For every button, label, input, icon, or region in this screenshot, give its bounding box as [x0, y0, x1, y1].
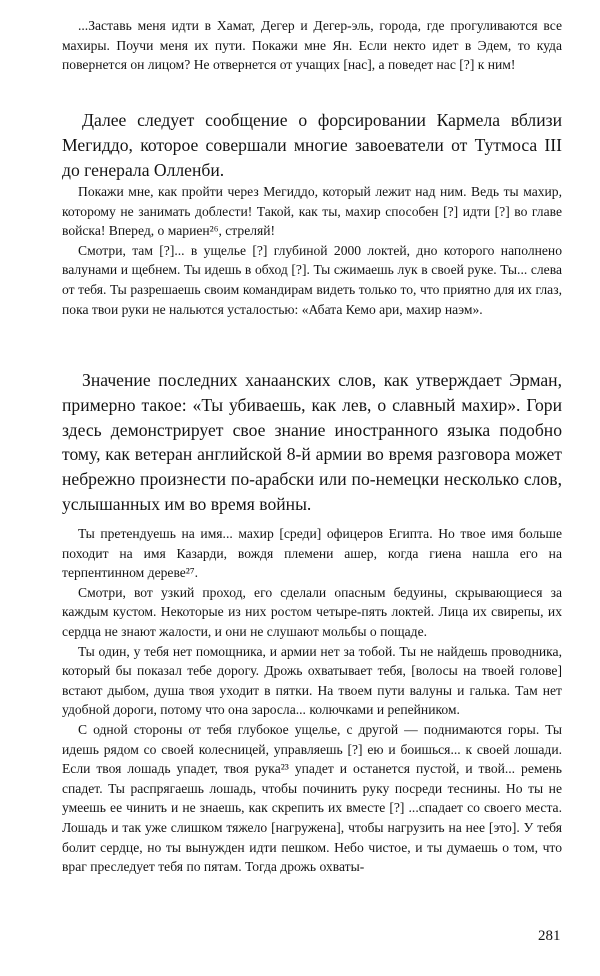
quote-block-bottom	[62, 524, 562, 877]
quote-paragraph: Покажи мне, как пройти через Мегиддо, который лежит над ним. Ведь ты махир, которому не занимать доблести! Такой, как ты, махир способен [?] идти [?] во главе войска! Вперед, о мариен²⁶, стреляй!	[62, 184, 562, 239]
quote-block-top	[62, 16, 562, 75]
quote-paragraph: Ты претендуешь на имя... махир [среди] офицеров Египта. Но твое имя больше походит на имя Казарди, вождя племени ашер, когда гиена нашла его на терпентинном дереве²⁷.	[62, 526, 562, 581]
body-block-2	[62, 368, 562, 517]
body-block-1	[62, 108, 562, 182]
quote-paragraph: Смотри, там [?]... в ущелье [?] глубиной 2000 локтей, дно которого наполнено валунами и щебнем. Ты идешь в обход [?]. Ты сжимаешь лук в своей руке. Ты... слева от тебя. Ты разрешаешь своим командирам видеть только то, что приятно для их глаз, пока твои руки не нальются усталостью: «Абата Кемо ари, махир наэм».	[62, 242, 562, 317]
body-paragraph: Значение последних ханаанских слов, как утверждает Эрман, примерно такое: «Ты убиваешь, как лев, о славный махир». Гори здесь демонстрирует свое знание иностранного языка подобно тому, как ветеран английской 8-й армии во время разговора может небрежно произнести по-арабски или по-немецки несколько слов, услышанных им во время войны.	[62, 370, 562, 514]
body-paragraph: Далее следует сообщение о форсировании Кармела вблизи Мегиддо, которое совершали многие завоеватели от Тутмоса III до генерала Олленби.	[62, 110, 562, 180]
quote-paragraph: С одной стороны от тебя глубокое ущелье, с другой — поднимаются горы. Ты идешь рядом со своей колесницей, управляешь [?] ею и боишься... к своей лошади. Если твоя лошадь упадет, твоя рука²³ упадет и останется пустой, и твой... ремень спадет. Ты распрягаешь лошадь, чтобы починить руку посреди теснины. Но ты не умеешь ее чинить и не знаешь, как скрепить их вместе [?] ...спадает со своего места. Лошадь и так уже слишком тяжело [нагружена], чтобы нагрузить на нее [это]. У тебя болит сердце, но ты вынужден идти пешком. Небо чистое, и ты думаешь о том, что враг преследует тебя по пятам. Тогда дрожь охваты-	[62, 721, 562, 875]
quote-paragraph: Ты один, у тебя нет помощника, и армии нет за тобой. Ты не найдешь проводника, который бы показал тебе дорогу. Дрожь охватывает тебя, [волосы на твоей голове] встают дыбом, душа твоя уходит в пятки. На твоем пути валуны и галька. Там нет удобной дороги, потому что она заросла... колючками и репейником.	[62, 643, 562, 718]
quote-paragraph: Смотри, вот узкий проход, его сделали опасным бедуины, скрывающиеся за каждым кустом. Некоторые из них ростом четыре-пять локтей. Лица их свирепы, их сердца не знают жалости, и они не слушают мольбы о пощаде.	[62, 584, 562, 639]
quote-paragraph: ...Заставь меня идти в Хамат, Дегер и Дегер-эль, города, где прогуливаются все махиры. Поучи меня их пути. Покажи мне Ян. Если некто идет в Эдем, то куда повернется он лицом? Не отвернется от учащих [нас], а поведет нас [?] к ним!	[62, 18, 562, 73]
quote-block-middle	[62, 182, 562, 319]
page-number: 281	[538, 928, 561, 944]
